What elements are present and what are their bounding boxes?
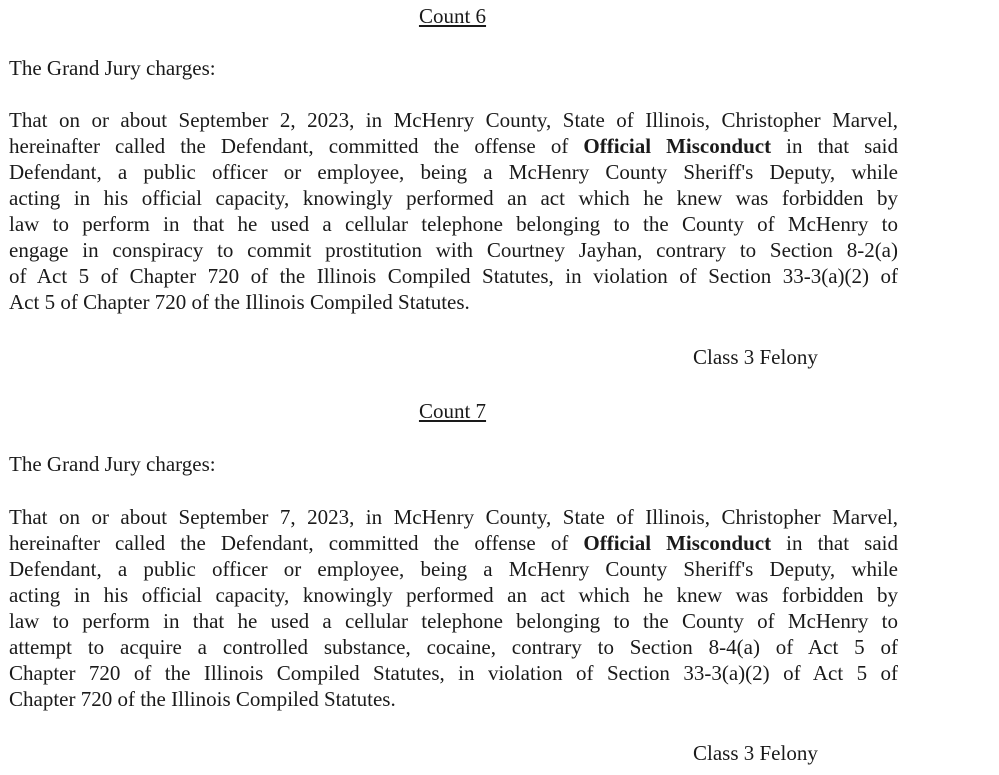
felony-class: Class 3 Felony <box>693 345 818 369</box>
charge-line: Chapter 720 of the Illinois Compiled Statutes, in violation of Section 33-3(a)(2) of Act 5 of <box>9 661 898 685</box>
charge-line: law to perform in that he used a cellular telephone belonging to the County of McHenry to <box>9 212 898 236</box>
offense-name: Official Misconduct <box>583 134 772 158</box>
charge-line: engage in conspiracy to commit prostitution with Courtney Jayhan, contrary to Section 8-2(a) <box>9 238 898 262</box>
charge-line: Defendant, a public officer or employee, being a McHenry County Sheriff's Deputy, while <box>9 557 898 581</box>
offense-name: Official Misconduct <box>583 531 772 555</box>
charge-line: Defendant, a public officer or employee, being a McHenry County Sheriff's Deputy, while <box>9 160 898 184</box>
charge-line: Chapter 720 of the Illinois Compiled Statutes. <box>9 687 396 711</box>
charge-line: acting in his official capacity, knowingly performed an act which he knew was forbidden by <box>9 583 898 607</box>
charge-line: Act 5 of Chapter 720 of the Illinois Compiled Statutes. <box>9 290 470 314</box>
count-heading: Count 7 <box>418 399 487 423</box>
grand-jury-intro: The Grand Jury charges: <box>9 56 216 80</box>
charge-line: hereinafter called the Defendant, committed the offense of Official Misconduct in that said <box>9 531 898 555</box>
grand-jury-intro: The Grand Jury charges: <box>9 452 216 476</box>
charge-line: acting in his official capacity, knowingly performed an act which he knew was forbidden by <box>9 186 898 210</box>
charge-line: That on or about September 2, 2023, in McHenry County, State of Illinois, Christopher Marvel, <box>9 108 898 132</box>
charge-line: of Act 5 of Chapter 720 of the Illinois Compiled Statutes, in violation of Section 33-3(a)(2) of <box>9 264 898 288</box>
count-heading: Count 6 <box>418 4 487 28</box>
charge-line: attempt to acquire a controlled substance, cocaine, contrary to Section 8-4(a) of Act 5 of <box>9 635 898 659</box>
charge-line: law to perform in that he used a cellular telephone belonging to the County of McHenry to <box>9 609 898 633</box>
charge-line: That on or about September 7, 2023, in McHenry County, State of Illinois, Christopher Marvel, <box>9 505 898 529</box>
felony-class: Class 3 Felony <box>693 741 818 765</box>
charge-line: hereinafter called the Defendant, committed the offense of Official Misconduct in that said <box>9 134 898 158</box>
